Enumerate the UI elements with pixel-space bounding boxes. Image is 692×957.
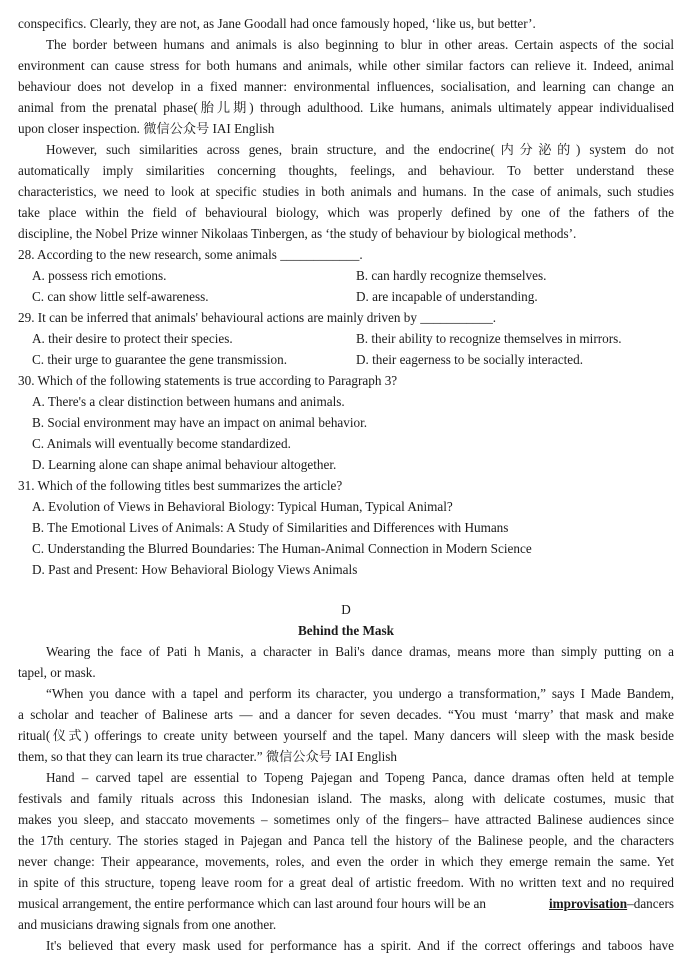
option-c: C. can show little self-awareness. (32, 289, 209, 304)
option-b: B. can hardly recognize themselves. (356, 268, 547, 283)
paragraph-line: animal from the prenatal phase(胎儿期) through adulthood. Like humans, animals ultimately appear individualised (18, 100, 674, 115)
paragraph-line: However, such similarities across genes, brain structure, and the endocrine(内分泌的) system do not (46, 142, 674, 157)
paragraph-line: festivals and family rituals across this Indonesian island. The masks, along with delicate costumes, music that (18, 791, 674, 806)
question-stem: 30. Which of the following statements is true according to Paragraph 3? (18, 373, 398, 388)
paragraph-line: The border between humans and animals is also beginning to blur in other areas. Certain aspects of the social (46, 37, 674, 52)
option-c: C. Animals will eventually become standardized. (32, 436, 291, 451)
option-b: B. their ability to recognize themselves in mirrors. (356, 331, 622, 346)
section-letter: D (341, 602, 351, 617)
paragraph-line: never change: Their appearance, movements, roles, and even the order in which they emerge remain the same. Yet (18, 854, 674, 869)
option-a: A. Evolution of Views in Behavioral Biology: Typical Human, Typical Animal? (32, 499, 453, 514)
paragraph-line (18, 894, 674, 914)
option-a: A. There's a clear distinction between humans and animals. (32, 394, 345, 409)
paragraph-line: a scholar and teacher of Balinese arts — and a dancer for seven decades. “You must ‘marry’ that mask and make (18, 707, 674, 722)
paragraph-line: “When you dance with a tapel and perform its character, you undergo a transformation,” says I Made Bandem, (46, 686, 674, 701)
option-d: D. their eagerness to be socially interacted. (356, 352, 584, 367)
option-b: B. Social environment may have an impact on animal behavior. (32, 415, 368, 430)
passage-title: Behind the Mask (298, 623, 394, 638)
paragraph-line: Hand – carved tapel are essential to Topeng Pajegan and Topeng Panca, dance dramas often held at temple (46, 770, 674, 785)
paragraph-line: upon closer inspection. 微信公众号 IAI English (18, 121, 275, 136)
paragraph-line: take place within the field of behavioural biology, which was properly defined by one of the fathers of the (18, 205, 674, 220)
paragraph-line: in spite of this structure, topeng leave room for a great deal of artistic freedom. With no written text and no required (18, 875, 674, 890)
option-d: D. Past and Present: How Behavioral Biology Views Animals (32, 562, 358, 577)
option-a: A. possess rich emotions. (32, 268, 167, 283)
option-d: D. are incapable of understanding. (356, 289, 538, 304)
paragraph-line: them, so that they can learn its true character.” 微信公众号 IAI English (18, 749, 398, 764)
question-stem: 29. It can be inferred that animals' behavioural actions are mainly driven by ___________. (18, 310, 497, 325)
option-b: B. The Emotional Lives of Animals: A Study of Similarities and Differences with Humans (32, 520, 509, 535)
paragraph-line: and musicians drawing signals from one another. (18, 917, 277, 932)
option-a: A. their desire to protect their species. (32, 331, 233, 346)
question-stem: 28. According to the new research, some animals ____________. (18, 247, 363, 262)
paragraph-line: the 17th century. The stories staged in Pajegan and Panca tell the history of the Balinese people, and the characters (18, 833, 674, 848)
paragraph-line: tapel, or mask. (18, 665, 96, 680)
paragraph-line: conspecifics. Clearly, they are not, as Jane Goodall had once famously hoped, ‘like us, but better’. (18, 16, 536, 31)
paragraph-line: discipline, the Nobel Prize winner Nikolaas Tinbergen, as ‘the study of behaviour by biological methods’. (18, 226, 577, 241)
paragraph-text: musical arrangement, the entire performance which can last around four hours will be an (18, 896, 486, 911)
question-stem: 31. Which of the following titles best summarizes the article? (18, 478, 343, 493)
paragraph-line: behaviour does not develop in a fixed manner: environmental influences, socialisation, and learning can change an (18, 79, 674, 94)
option-c: C. Understanding the Blurred Boundaries: The Human-Animal Connection in Modern Science (32, 541, 532, 556)
paragraph-line: environment can cause stress for both humans and animals, while other similar factors can relieve it. Indeed, animal (18, 58, 674, 73)
keyword-group (549, 894, 674, 914)
paragraph-line: automatically imply similarities concerning thoughts, feelings, and behaviour. To better understand these (18, 163, 674, 178)
paragraph-line: ritual(仪式) offerings to create unity between yourself and the tapel. Many dancers will sleep with the mask beside (18, 728, 674, 743)
underlined-keyword: improvisation (548, 896, 628, 911)
paragraph-line: Wearing the face of Pati h Manis, a character in Bali's dance dramas, means more than simply putting on a (46, 644, 674, 659)
option-d: D. Learning alone can shape animal behaviour altogether. (32, 457, 337, 472)
option-c: C. their urge to guarantee the gene transmission. (32, 352, 288, 367)
paragraph-text: –dancers (627, 896, 674, 911)
paragraph-line: characteristics, we need to look at specific studies in both animals and humans. In the case of animals, such studies (18, 184, 674, 199)
paragraph-line: It's believed that every mask used for performance has a spirit. And if the correct offerings and taboos have (46, 938, 674, 953)
paragraph-line: makes you sleep, and staccato movements – sometimes only of the fingers– have attracted Balinese audiences since (18, 812, 674, 827)
